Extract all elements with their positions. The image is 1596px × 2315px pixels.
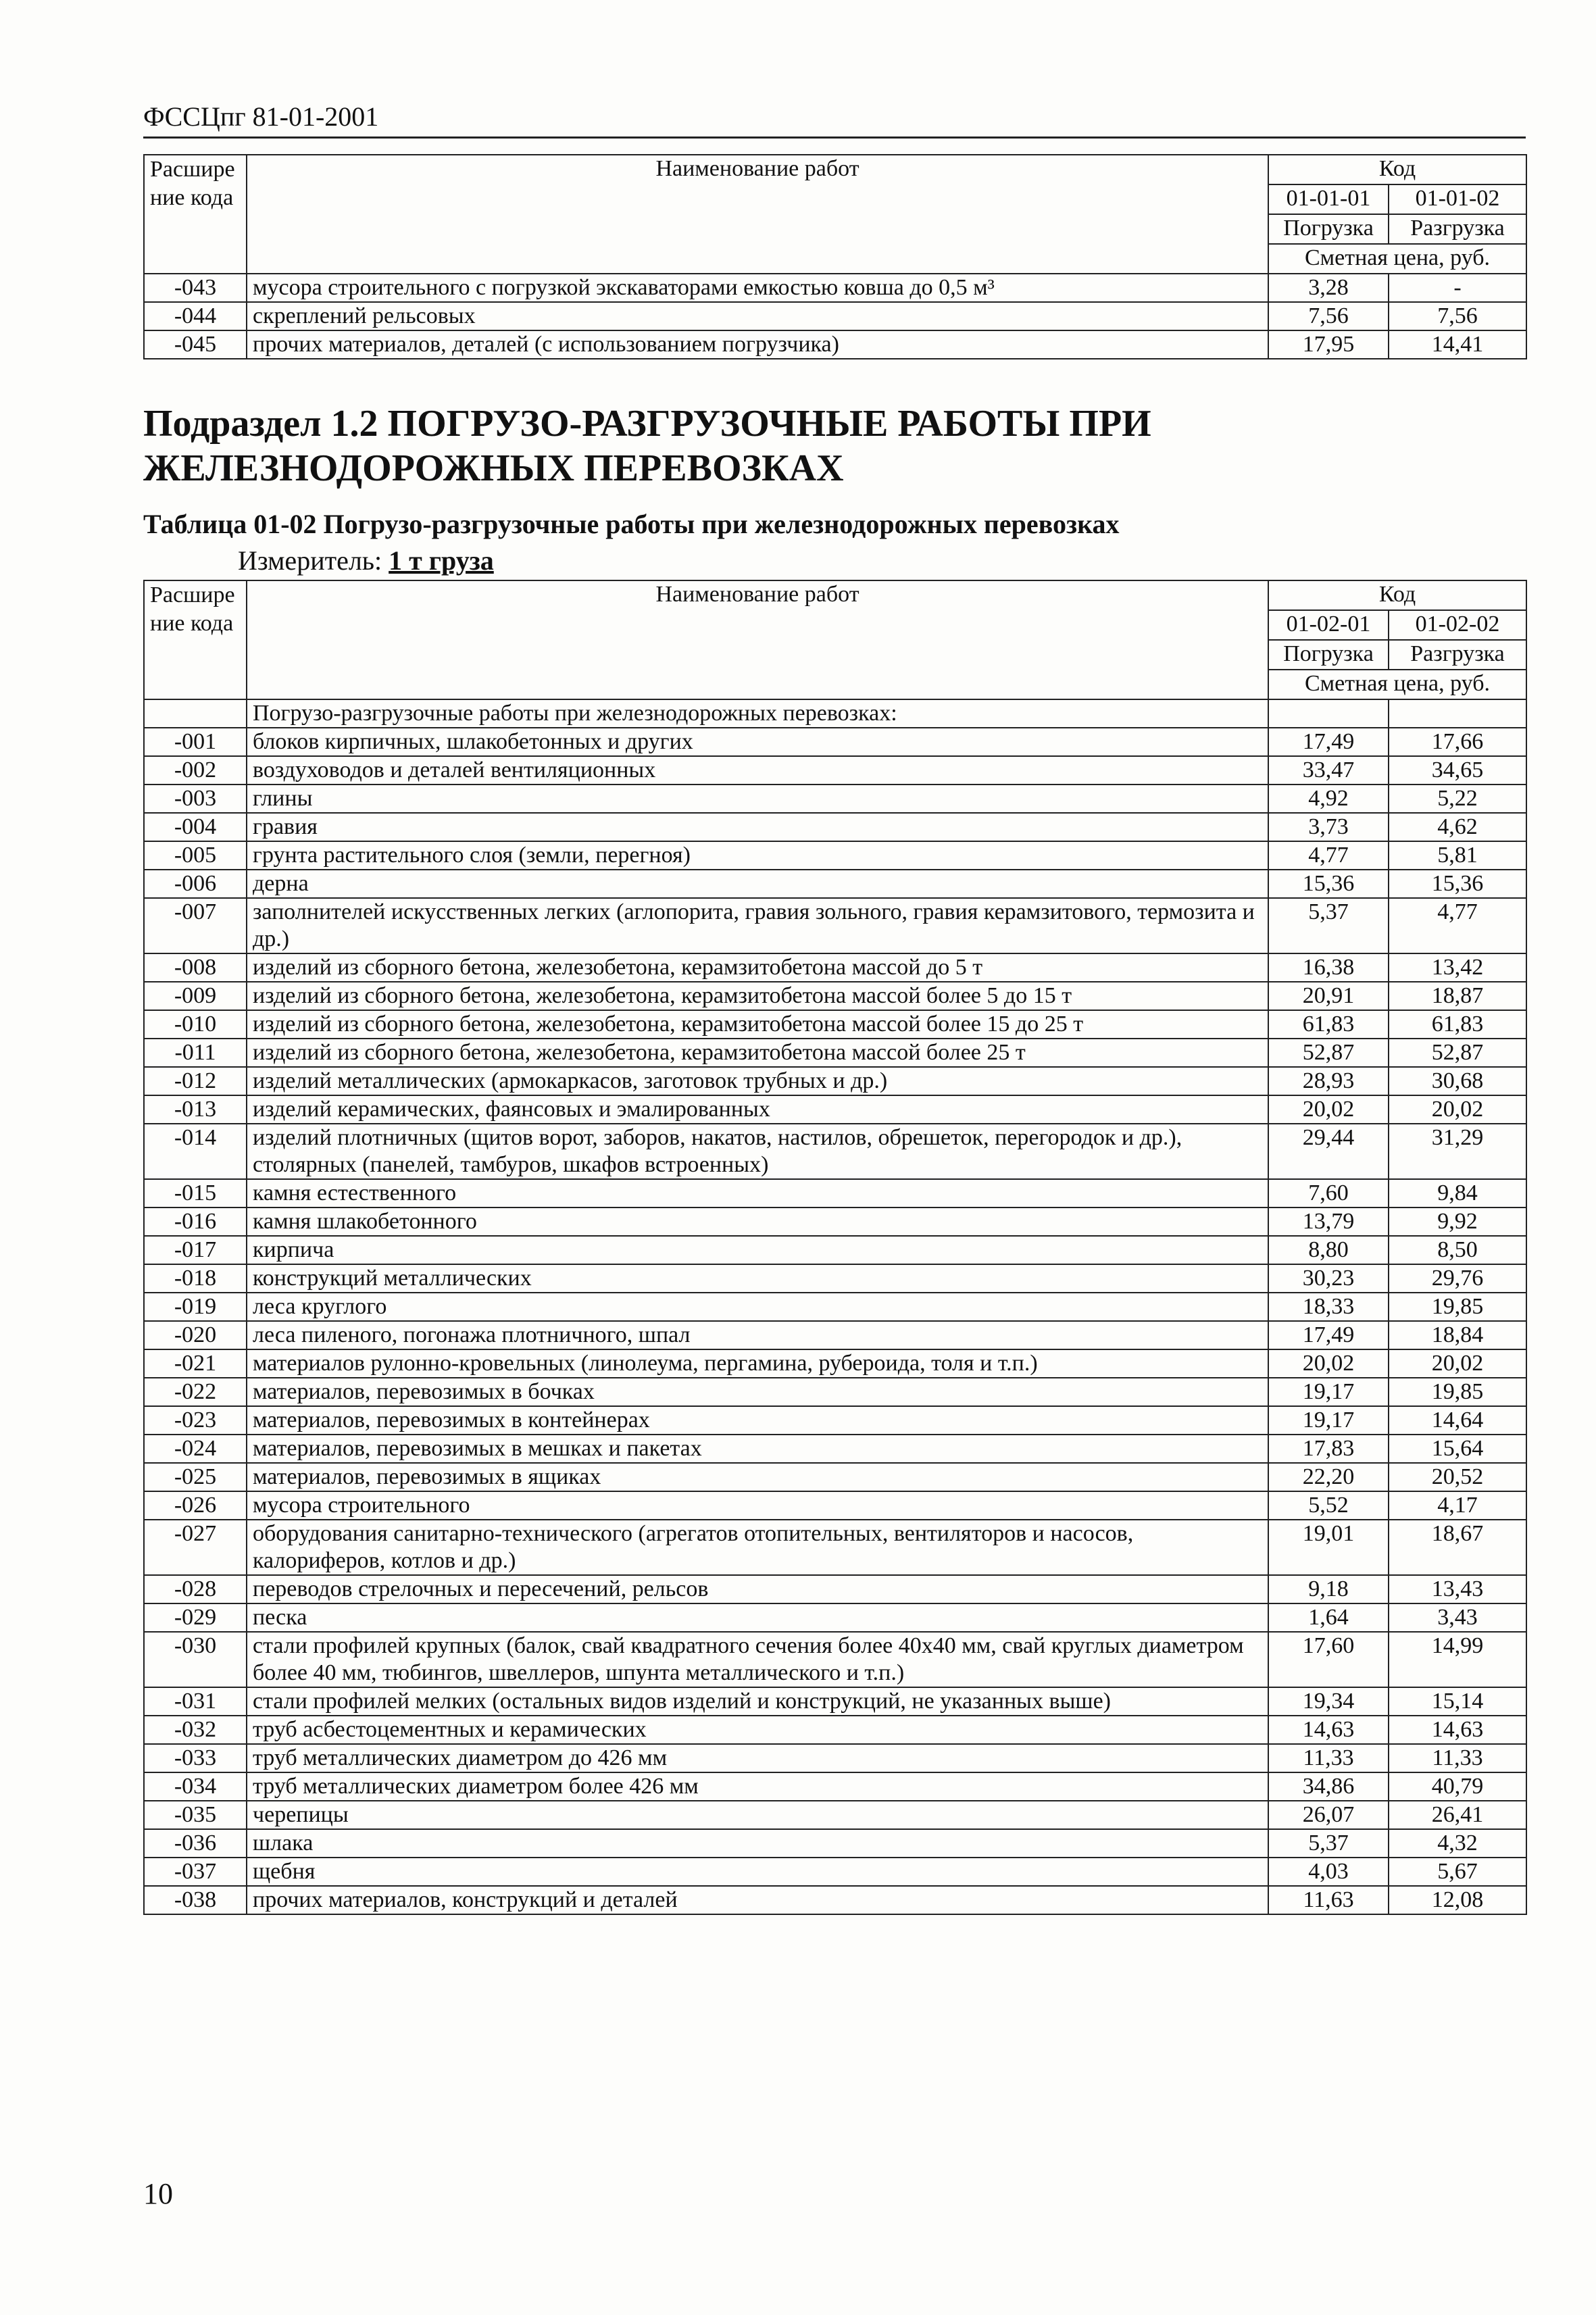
row-price-unloading: 61,83: [1389, 1010, 1526, 1039]
row-price-unloading: 29,76: [1389, 1264, 1526, 1293]
row-price-unloading: 12,08: [1389, 1886, 1526, 1914]
row-ext-code: -032: [144, 1716, 247, 1744]
table-row: [144, 1179, 1526, 1208]
row-work-name: леса круглого: [247, 1293, 1268, 1321]
row-price-unloading: 17,66: [1389, 728, 1526, 756]
table-row: [144, 1264, 1526, 1293]
row-ext-code: -025: [144, 1463, 247, 1491]
document-code: ФССЦпг 81-01-2001: [143, 101, 379, 132]
row-ext-code: -034: [144, 1772, 247, 1801]
row-work-name: шлака: [247, 1829, 1268, 1858]
row-ext-code: -019: [144, 1293, 247, 1321]
table-row: [144, 1687, 1526, 1716]
table-row: [144, 1378, 1526, 1406]
row-ext-code: -045: [144, 330, 247, 359]
row-price-loading: 7,56: [1268, 302, 1389, 330]
row-ext-code: -002: [144, 756, 247, 785]
row-price-unloading: 19,85: [1389, 1378, 1526, 1406]
row-work-name: изделий металлических (армокаркасов, заготовок трубных и др.): [247, 1067, 1268, 1095]
table-row: [144, 982, 1526, 1010]
row-price-loading: 5,37: [1268, 1829, 1389, 1858]
row-price-loading: 17,49: [1268, 1321, 1389, 1349]
row-price-loading: 19,17: [1268, 1406, 1389, 1435]
row-price-unloading: 40,79: [1389, 1772, 1526, 1801]
table-01-01-continuation: [143, 154, 1527, 359]
column-op-loading: Погрузка: [1268, 214, 1389, 244]
row-work-name: стали профилей мелких (остальных видов изделий и конструкций, не указанных выше): [247, 1687, 1268, 1716]
row-price-unloading: 9,84: [1389, 1179, 1526, 1208]
row-price-loading: 13,79: [1268, 1208, 1389, 1236]
row-price-loading: 4,77: [1268, 841, 1389, 870]
row-ext-code: -029: [144, 1603, 247, 1632]
table-row: [144, 1208, 1526, 1236]
table-row: [144, 1829, 1526, 1858]
row-price-loading: 61,83: [1268, 1010, 1389, 1039]
row-ext-code: -027: [144, 1520, 247, 1575]
row-work-name: камня естественного: [247, 1179, 1268, 1208]
row-work-name: леса пиленого, погонажа плотничного, шпал: [247, 1321, 1268, 1349]
row-price-unloading: 3,43: [1389, 1603, 1526, 1632]
row-work-name: материалов рулонно-кровельных (линолеума, пергамина, рубероида, толя и т.п.): [247, 1349, 1268, 1378]
row-price-unloading: 15,36: [1389, 870, 1526, 898]
column-code-1: 01-01-01: [1268, 184, 1389, 214]
row-ext-code: -017: [144, 1236, 247, 1264]
row-work-name: материалов, перевозимых в мешках и пакетах: [247, 1435, 1268, 1463]
row-price-loading: 3,28: [1268, 274, 1389, 302]
document-header: [143, 100, 1526, 139]
row-price-loading: 9,18: [1268, 1575, 1389, 1603]
page-number: 10: [143, 2177, 173, 2210]
row-price-loading: 14,63: [1268, 1716, 1389, 1744]
row-price-loading: 7,60: [1268, 1179, 1389, 1208]
row-price-unloading: 8,50: [1389, 1236, 1526, 1264]
row-ext-code: -014: [144, 1124, 247, 1179]
table-row: [144, 1575, 1526, 1603]
row-ext-code: -043: [144, 274, 247, 302]
row-ext-code: -003: [144, 785, 247, 813]
row-price-loading: 33,47: [1268, 756, 1389, 785]
row-price-loading: 34,86: [1268, 1772, 1389, 1801]
column-header-work-name: Наименование работ: [247, 155, 1268, 274]
row-work-name: изделий плотничных (щитов ворот, заборов, накатов, настилов, обрешеток, перегородок и др.), столярных (панелей, тамбуров, шкафов встроенных): [247, 1124, 1268, 1179]
row-work-name: грунта растительного слоя (земли, перегноя): [247, 841, 1268, 870]
row-work-name: прочих материалов, конструкций и деталей: [247, 1886, 1268, 1914]
row-ext-code: -038: [144, 1886, 247, 1914]
table-row: [144, 1858, 1526, 1886]
row-ext-code: -026: [144, 1491, 247, 1520]
row-work-name: камня шлакобетонного: [247, 1208, 1268, 1236]
measure-unit: [238, 545, 494, 577]
row-price-unloading: 31,29: [1389, 1124, 1526, 1179]
row-work-name: изделий из сборного бетона, железобетона, керамзитобетона массой более 25 т: [247, 1039, 1268, 1067]
row-work-name: песка: [247, 1603, 1268, 1632]
table-row: [144, 1095, 1526, 1124]
row-ext-code: -012: [144, 1067, 247, 1095]
row-price-unloading: 4,17: [1389, 1491, 1526, 1520]
row-ext-code: -015: [144, 1179, 247, 1208]
row-price-loading: 20,91: [1268, 982, 1389, 1010]
table-row: [144, 841, 1526, 870]
row-ext-code: -021: [144, 1349, 247, 1378]
row-price-loading: 20,02: [1268, 1349, 1389, 1378]
row-price-loading: 15,36: [1268, 870, 1389, 898]
row-price-loading: 20,02: [1268, 1095, 1389, 1124]
row-price-unloading: 4,32: [1389, 1829, 1526, 1858]
row-ext-code: -016: [144, 1208, 247, 1236]
row-price-unloading: 5,22: [1389, 785, 1526, 813]
table-row: [144, 1632, 1526, 1687]
table-row: [144, 1124, 1526, 1179]
column-op-loading: Погрузка: [1268, 640, 1389, 670]
row-work-name: оборудования санитарно-технического (агрегатов отопительных, вентиляторов и насосов, калориферов, котлов и др.): [247, 1520, 1268, 1575]
table-row: [144, 1067, 1526, 1095]
row-ext-code: -024: [144, 1435, 247, 1463]
row-ext-code: -004: [144, 813, 247, 841]
row-price-unloading: 34,65: [1389, 756, 1526, 785]
row-price-unloading: 9,92: [1389, 1208, 1526, 1236]
row-price-unloading: 14,64: [1389, 1406, 1526, 1435]
table-row: [144, 813, 1526, 841]
column-op-unloading: Разгрузка: [1389, 640, 1526, 670]
row-price-unloading: 13,42: [1389, 953, 1526, 982]
row-price-loading: 3,73: [1268, 813, 1389, 841]
row-price-loading: 19,17: [1268, 1378, 1389, 1406]
row-price-unloading: 11,33: [1389, 1744, 1526, 1772]
row-ext-code: -020: [144, 1321, 247, 1349]
row-price-loading: 8,80: [1268, 1236, 1389, 1264]
row-ext-code: -007: [144, 898, 247, 953]
table-row: [144, 756, 1526, 785]
row-ext-code: -035: [144, 1801, 247, 1829]
table-row: [144, 1435, 1526, 1463]
row-work-name: труб металлических диаметром до 426 мм: [247, 1744, 1268, 1772]
row-work-name: стали профилей крупных (балок, свай квадратного сечения более 40x40 мм, свай круглых диаметром более 40 мм, тюбингов, швеллеров, шпунта металлического и т.п.): [247, 1632, 1268, 1687]
row-price-unloading: 19,85: [1389, 1293, 1526, 1321]
row-price-unloading: 26,41: [1389, 1801, 1526, 1829]
column-op-unloading: Разгрузка: [1389, 214, 1526, 244]
row-price-unloading: 5,81: [1389, 841, 1526, 870]
row-price-loading: 17,95: [1268, 330, 1389, 359]
row-work-name: щебня: [247, 1858, 1268, 1886]
row-price-loading: 1,64: [1268, 1603, 1389, 1632]
row-work-name: материалов, перевозимых в бочках: [247, 1378, 1268, 1406]
row-price-unloading: 7,56: [1389, 302, 1526, 330]
table-row: [144, 1886, 1526, 1914]
row-price-unloading: 4,77: [1389, 898, 1526, 953]
table-row: [144, 1716, 1526, 1744]
row-price-unloading: 5,67: [1389, 1858, 1526, 1886]
table-row: [144, 1406, 1526, 1435]
row-work-name: глины: [247, 785, 1268, 813]
row-work-name: изделий из сборного бетона, железобетона, керамзитобетона массой более 15 до 25 т: [247, 1010, 1268, 1039]
row-price-loading: 28,93: [1268, 1067, 1389, 1095]
row-ext-code: -031: [144, 1687, 247, 1716]
row-price-loading: 16,38: [1268, 953, 1389, 982]
row-price-unloading: 4,62: [1389, 813, 1526, 841]
row-ext-code: -010: [144, 1010, 247, 1039]
table-row: [144, 1772, 1526, 1801]
column-code-1: 01-02-01: [1268, 610, 1389, 640]
row-ext-code: -028: [144, 1575, 247, 1603]
table-row: [144, 785, 1526, 813]
row-price-unloading: 18,67: [1389, 1520, 1526, 1575]
table-row: [144, 870, 1526, 898]
row-work-name: мусора строительного с погрузкой экскаваторами емкостью ковша до 0,5 м³: [247, 274, 1268, 302]
table-row: [144, 1039, 1526, 1067]
group-ext-cell: [144, 699, 247, 728]
row-price-unloading: 14,41: [1389, 330, 1526, 359]
row-work-name: скреплений рельсовых: [247, 302, 1268, 330]
row-price-unloading: 13,43: [1389, 1575, 1526, 1603]
row-price-unloading: 15,14: [1389, 1687, 1526, 1716]
row-ext-code: -009: [144, 982, 247, 1010]
row-price-loading: 26,07: [1268, 1801, 1389, 1829]
column-header-price: Сметная цена, руб.: [1268, 244, 1526, 274]
group-value-cell: [1268, 699, 1389, 728]
column-header-ext-code: Расшире ние кода: [144, 580, 247, 699]
table-row: [144, 1293, 1526, 1321]
row-price-loading: 4,03: [1268, 1858, 1389, 1886]
row-work-name: прочих материалов, деталей (с использованием погрузчика): [247, 330, 1268, 359]
row-price-loading: 29,44: [1268, 1124, 1389, 1179]
row-work-name: конструкций металлических: [247, 1264, 1268, 1293]
row-ext-code: -036: [144, 1829, 247, 1858]
table-row: [144, 1744, 1526, 1772]
row-ext-code: -013: [144, 1095, 247, 1124]
table-caption: Таблица 01-02 Погрузо-разгрузочные работы при железнодорожных перевозках: [143, 509, 1120, 539]
row-ext-code: -030: [144, 1632, 247, 1687]
group-title: Погрузо-разгрузочные работы при железнодорожных перевозках:: [247, 699, 1268, 728]
table-row: [144, 1349, 1526, 1378]
column-header-work-name: Наименование работ: [247, 580, 1268, 699]
table-row: [144, 1321, 1526, 1349]
row-work-name: изделий из сборного бетона, железобетона, керамзитобетона массой до 5 т: [247, 953, 1268, 982]
row-price-unloading: 18,87: [1389, 982, 1526, 1010]
row-work-name: материалов, перевозимых в ящиках: [247, 1463, 1268, 1491]
row-price-loading: 17,60: [1268, 1632, 1389, 1687]
table-row: [144, 1491, 1526, 1520]
row-work-name: воздуховодов и деталей вентиляционных: [247, 756, 1268, 785]
measure-value: 1 т груза: [389, 545, 494, 576]
measure-label: Измеритель:: [238, 545, 382, 576]
row-work-name: заполнителей искусственных легких (аглопорита, гравия зольного, гравия керамзитового, термозита и др.): [247, 898, 1268, 953]
table-row: [144, 1520, 1526, 1575]
table-01-02-rows: [144, 728, 1526, 1914]
table-row: [144, 1010, 1526, 1039]
row-price-loading: 11,63: [1268, 1886, 1389, 1914]
table-row: [144, 1463, 1526, 1491]
row-price-loading: 52,87: [1268, 1039, 1389, 1067]
table-row: [144, 898, 1526, 953]
row-price-loading: 17,83: [1268, 1435, 1389, 1463]
table-01-01-rows: [144, 274, 1526, 359]
column-header-ext-code: Расшире ние кода: [144, 155, 247, 274]
row-price-unloading: 30,68: [1389, 1067, 1526, 1095]
column-code-2: 01-02-02: [1389, 610, 1526, 640]
row-price-loading: 11,33: [1268, 1744, 1389, 1772]
row-price-loading: 22,20: [1268, 1463, 1389, 1491]
column-header-code: Код: [1268, 580, 1526, 610]
row-work-name: труб асбестоцементных и керамических: [247, 1716, 1268, 1744]
row-price-unloading: -: [1389, 274, 1526, 302]
row-work-name: изделий керамических, фаянсовых и эмалированных: [247, 1095, 1268, 1124]
row-price-unloading: 14,99: [1389, 1632, 1526, 1687]
group-value-cell: [1389, 699, 1526, 728]
row-price-loading: 19,01: [1268, 1520, 1389, 1575]
row-price-loading: 17,49: [1268, 728, 1389, 756]
table-row: [144, 302, 1526, 330]
row-price-unloading: 14,63: [1389, 1716, 1526, 1744]
row-price-unloading: 20,52: [1389, 1463, 1526, 1491]
row-ext-code: -023: [144, 1406, 247, 1435]
table-row: [144, 728, 1526, 756]
table-row: [144, 1801, 1526, 1829]
row-ext-code: -033: [144, 1744, 247, 1772]
row-ext-code: -008: [144, 953, 247, 982]
row-work-name: кирпича: [247, 1236, 1268, 1264]
table-row: [144, 274, 1526, 302]
row-price-loading: 19,34: [1268, 1687, 1389, 1716]
row-ext-code: -006: [144, 870, 247, 898]
column-header-code: Код: [1268, 155, 1526, 184]
row-price-unloading: 20,02: [1389, 1349, 1526, 1378]
row-price-loading: 5,37: [1268, 898, 1389, 953]
row-ext-code: -018: [144, 1264, 247, 1293]
row-work-name: мусора строительного: [247, 1491, 1268, 1520]
row-work-name: материалов, перевозимых в контейнерах: [247, 1406, 1268, 1435]
row-ext-code: -005: [144, 841, 247, 870]
table-row: [144, 953, 1526, 982]
row-ext-code: -011: [144, 1039, 247, 1067]
row-ext-code: -022: [144, 1378, 247, 1406]
row-price-unloading: 15,64: [1389, 1435, 1526, 1463]
column-header-price: Сметная цена, руб.: [1268, 670, 1526, 699]
row-ext-code: -044: [144, 302, 247, 330]
row-price-unloading: 18,84: [1389, 1321, 1526, 1349]
section-title: Подраздел 1.2 ПОГРУЗО-РАЗГРУЗОЧНЫЕ РАБОТЫ ПРИ ЖЕЛЕЗНОДОРОЖНЫХ ПЕРЕВОЗКАХ: [143, 403, 1151, 489]
row-price-loading: 5,52: [1268, 1491, 1389, 1520]
row-price-loading: 18,33: [1268, 1293, 1389, 1321]
row-work-name: черепицы: [247, 1801, 1268, 1829]
row-work-name: блоков кирпичных, шлакобетонных и других: [247, 728, 1268, 756]
row-work-name: переводов стрелочных и пересечений, рельсов: [247, 1575, 1268, 1603]
row-work-name: труб металлических диаметром более 426 мм: [247, 1772, 1268, 1801]
row-ext-code: -001: [144, 728, 247, 756]
row-price-loading: 4,92: [1268, 785, 1389, 813]
table-row: [144, 1603, 1526, 1632]
table-row: [144, 1236, 1526, 1264]
column-code-2: 01-01-02: [1389, 184, 1526, 214]
table-row: [144, 330, 1526, 359]
row-price-unloading: 52,87: [1389, 1039, 1526, 1067]
table-01-02: [143, 580, 1527, 1915]
row-ext-code: -037: [144, 1858, 247, 1886]
row-work-name: гравия: [247, 813, 1268, 841]
row-price-unloading: 20,02: [1389, 1095, 1526, 1124]
row-work-name: дерна: [247, 870, 1268, 898]
row-price-loading: 30,23: [1268, 1264, 1389, 1293]
row-work-name: изделий из сборного бетона, железобетона, керамзитобетона массой более 5 до 15 т: [247, 982, 1268, 1010]
group-title-row: [144, 699, 1526, 728]
